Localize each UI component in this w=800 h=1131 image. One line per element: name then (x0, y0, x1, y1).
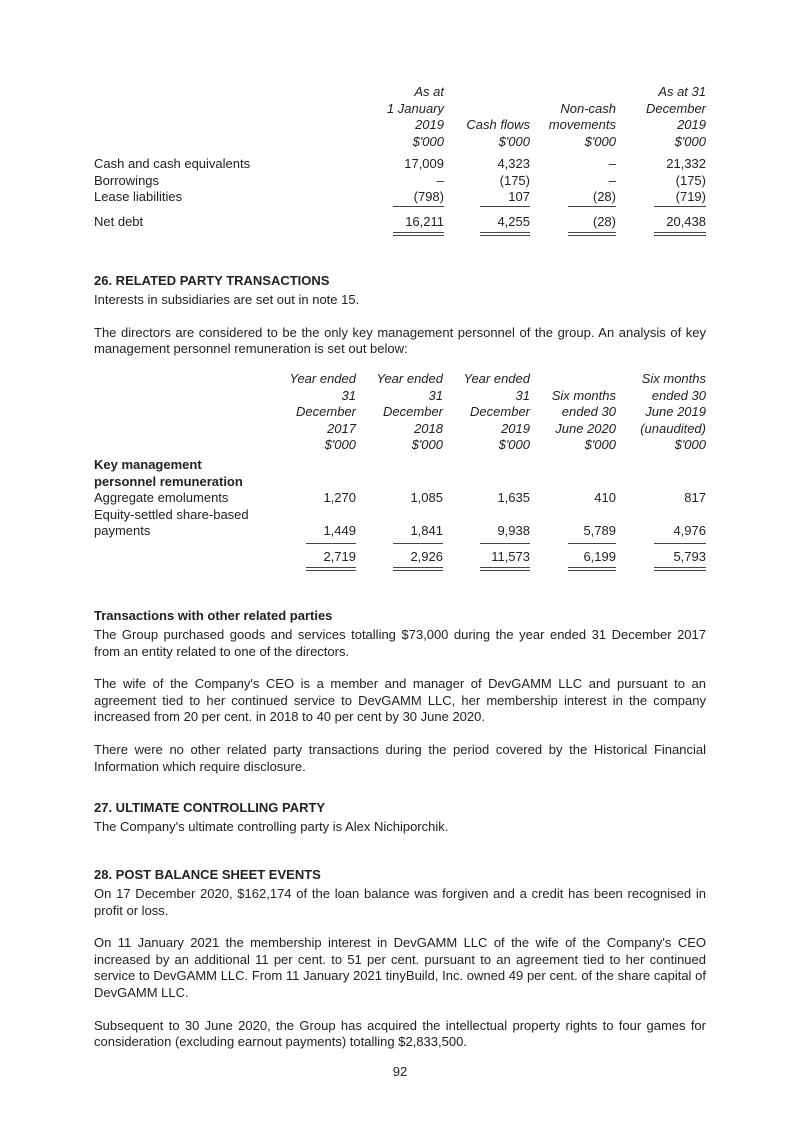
net-debt-table (94, 84, 706, 249)
table-row: Aggregate emoluments 1,270 1,085 1,635 410 817 (94, 490, 706, 505)
table-row: Lease liabilities (798) 107 (28) (719) (94, 189, 706, 204)
total-rule (480, 232, 530, 236)
table-row: Equity-settled share-based (94, 506, 249, 522)
section-28-title: 28. POST BALANCE SHEET EVENTS (94, 867, 321, 882)
group-label: Key management (94, 457, 202, 472)
section-28-p3: Subsequent to 30 June 2020, the Group has acquired the intellectual property rights to four games for consideration (excluding earnout payments) totalling $2,833,500. (94, 1017, 706, 1050)
subtotal-rule (393, 543, 443, 544)
subtotal-rule (480, 543, 530, 544)
total-rule (654, 232, 706, 236)
total-row: Net debt 16,211 4,255 (28) 20,438 (94, 214, 706, 229)
header-col-jun2020: Six months ended 30 June 2020 $'000 (551, 387, 616, 452)
total-rule (393, 567, 443, 571)
remuneration-table (94, 371, 706, 581)
subtotal-rule (393, 206, 444, 207)
header-col-4: As at 31 December 2019 $'000 (646, 84, 706, 149)
section-28-p1: On 17 December 2020, $162,174 of the loan balance was forgiven and a credit has been recognised in profit or loss. (94, 886, 706, 918)
header-col-2018: Year ended 31 December 2018 $'000 (376, 371, 443, 452)
subtotal-rule (480, 206, 530, 207)
subtotal-rule (568, 206, 616, 207)
total-rule (480, 567, 530, 571)
total-rule (654, 567, 706, 571)
total-rule (568, 567, 616, 571)
subtotal-rule (654, 543, 706, 544)
other-related-p1: The Group purchased goods and services totalling $73,000 during the year ended 31 December 2017 from an entity related to one of the directors. (94, 627, 706, 659)
section-26-p1: Interests in subsidiaries are set out in note 15. (94, 292, 360, 307)
header-col-2019: Year ended 31 December 2019 $'000 (463, 371, 530, 452)
header-col-2017: Year ended 31 December 2017 $'000 (289, 371, 356, 452)
group-label: personnel remuneration (94, 473, 243, 489)
total-rule (568, 232, 616, 236)
other-related-p3: There were no other related party transactions during the period covered by the Historical Financial Information which require disclosure. (94, 741, 706, 774)
total-row: 2,719 2,926 11,573 6,199 5,793 (323, 549, 706, 564)
table-row: Cash and cash equivalents 17,009 4,323 – 21,332 (94, 156, 706, 171)
header-col-3: Non-cash movements $'000 (548, 100, 616, 149)
other-related-p2: The wife of the Company's CEO is a member and manager of DevGAMM LLC and pursuant to an agreement tied to her continued service to DevGAMM LLC, her membership interest in the company increased from 20 per cent. in 2018 to 40 per cent by 30 June 2020. (94, 676, 706, 725)
subtotal-rule (568, 543, 616, 544)
header-col-jun2019: Six months ended 30 June 2019 (unaudited) $'000 (640, 371, 706, 452)
subtotal-rule (654, 206, 706, 207)
section-27-title: 27. ULTIMATE CONTROLLING PARTY (94, 800, 326, 815)
section-26-title: 26. RELATED PARTY TRANSACTIONS (94, 273, 330, 288)
page-number: 92 (392, 1064, 408, 1079)
header-col-1: As at 1 January 2019 $'000 (386, 84, 444, 149)
total-rule (306, 567, 356, 571)
section-28-p2: On 11 January 2021 the membership interest in DevGAMM LLC of the wife of the Company's CEO increased by an additional 11 per cent. to 51 per cent. pursuant to an agreement tied to her continued service to DevGAMM LLC. From 11 January 2021 tinyBuild, Inc. owned 49 per cent. of the share capital of DevGAMM LLC. (94, 935, 706, 1000)
table-row: Borrowings – (175) – (175) (94, 172, 706, 188)
table-row: payments 1,449 1,841 9,938 5,789 4,976 (94, 523, 706, 538)
total-rule (393, 232, 444, 236)
document-page (94, 84, 706, 1050)
header-col-2: Cash flows $'000 (466, 117, 530, 149)
other-related-title: Transactions with other related parties (94, 608, 333, 623)
section-26-p2: The directors are considered to be the only key management personnel of the group. An analysis of key management personnel remuneration is set out below: (94, 324, 706, 357)
subtotal-rule (306, 543, 356, 544)
section-27-p1: The Company's ultimate controlling party is Alex Nichiporchik. (94, 819, 449, 834)
